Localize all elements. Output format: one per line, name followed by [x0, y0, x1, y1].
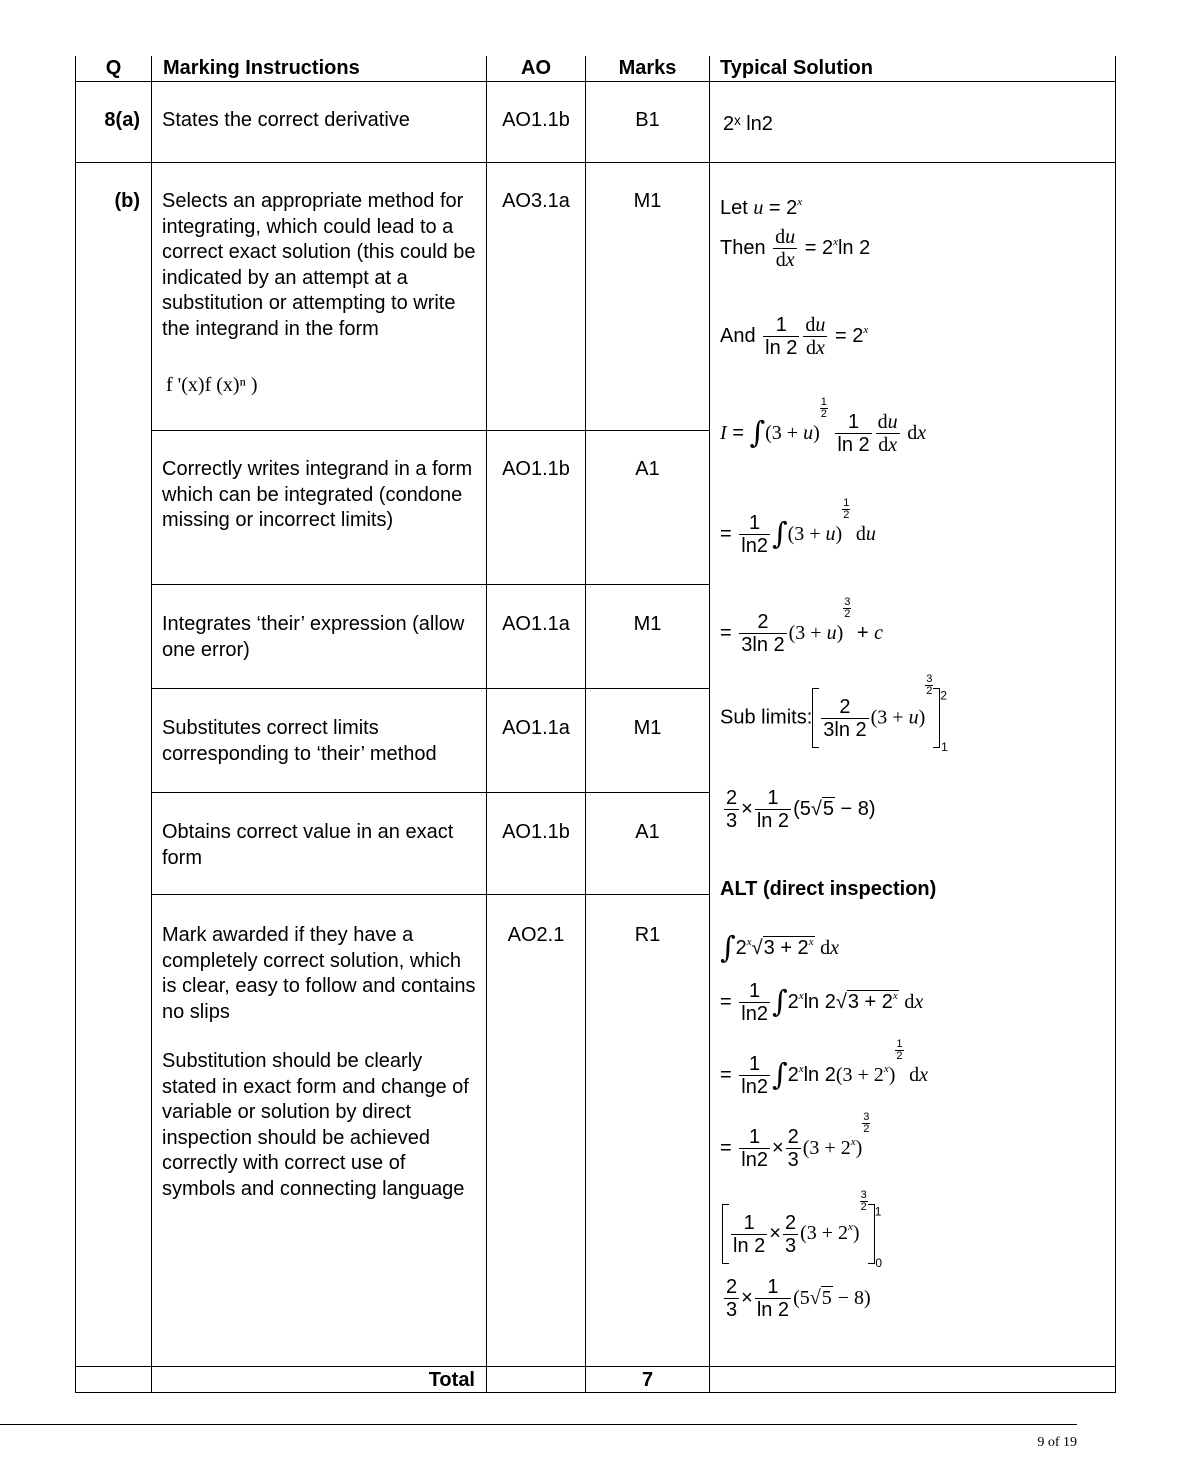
solution-integral-u: = $\frac{1}{\ln 2}$ ∫(3 + u) $\frac{1}{2}$ du: [720, 497, 876, 557]
header-q: Q: [105, 57, 122, 79]
solution-derivative: 2ˣ ln2: [723, 113, 773, 135]
marking-instruction: Mark awarded if they have a completely correct solution, which is clear, easy to follow and contains no slips: [162, 924, 476, 1023]
marking-instruction: Selects an appropriate method for integrating, which could lead to a correct exact solution (this could be indicated by an attempt at a substitution or attempting to write the integrand in the form: [162, 190, 476, 340]
table-rule-b1: [151, 430, 709, 431]
assessment-objective: AO1.1a: [502, 613, 570, 635]
solution-then-line: Then $\frac{du}{dx}$ = $2^x\ln$ 2: [720, 226, 871, 271]
marking-instruction: Correctly writes integrand in a form which can be integrated (condone missing or incorrect limits): [162, 458, 473, 531]
table-col-divider: [709, 56, 710, 1393]
solution-let-line: Let $u = 2^x$: [720, 196, 803, 219]
header-ao: AO: [521, 57, 551, 79]
alt-line-5: $\frac{1}{\ln 2}$ × $\frac{2}{3}$ $(3 + 2^x)$ $\frac{3}{2}$ $^1_0$: [722, 1204, 882, 1270]
table-col-divider: [151, 56, 152, 1393]
alt-line-6: $\frac{2}{3}$ × $\frac{1}{\ln 2}$ (5√5 − 8): [726, 1276, 871, 1321]
assessment-objective: AO2.1: [507, 924, 565, 946]
table-rule-b2: [151, 584, 709, 585]
solution-and-label: And: [720, 324, 756, 347]
marking-instruction: States the correct derivative: [162, 109, 410, 131]
question-number: (b): [114, 190, 140, 212]
mark-code: M1: [633, 717, 662, 739]
solution-value: $\frac{2}{3}$ × $\frac{1}{\ln 2}$ (5√5 − 8): [726, 787, 876, 832]
marking-instruction-extra: Substitution should be clearly stated in exact form and change of variable or solution by direct inspection should be achieved correctly with correct use of symbols and connecting language: [162, 1050, 469, 1200]
header-marks: Marks: [618, 57, 677, 79]
solution-integral-i: I = ∫(3 + u) $\frac{1}{2}$ $\frac{1}{\ln 2}$ $\frac{du}{dx}$ dx: [720, 396, 927, 456]
solution-sub-limits-label: Sub limits:: [720, 706, 813, 729]
assessment-objective: AO1.1a: [502, 717, 570, 739]
table-rule-total-top: [75, 1366, 1116, 1367]
alt-heading: ALT (direct inspection): [720, 878, 937, 900]
solution-and-line: And $\frac{1}{\ln 2}$ $\frac{du}{dx}$ = $2^x$: [720, 314, 869, 359]
assessment-objective: AO1.1b: [502, 109, 570, 131]
header-solution: Typical Solution: [720, 57, 873, 79]
form-expression: f '(x)f (x)ⁿ ): [166, 374, 258, 396]
solution-then-label: Then: [720, 236, 766, 259]
table-border-left: [75, 56, 76, 1393]
alt-line-3: = $\frac{1}{\ln 2}$ ∫2$^x$ln $2(3 + 2^x)$ $\frac{1}{2}$ dx: [720, 1038, 928, 1098]
solution-integrated: = $\frac{2}{3\ln 2}$ (3 + u) $\frac{3}{2}$ + c: [720, 596, 884, 656]
table-rule-b4: [151, 792, 709, 793]
table-rule-b3: [151, 688, 709, 689]
solution-sub-limits: Sub limits: $\frac{2}{3\ln 2}$ (3 + u) $\frac{3}{2}$ $^2_1$: [720, 673, 948, 755]
table-border-right: [1115, 56, 1116, 1393]
page-number: 9 of 19: [1037, 1435, 1077, 1450]
solution-let-label: Let: [720, 197, 748, 219]
mark-code: R1: [634, 924, 661, 946]
table-rule-b5: [151, 894, 709, 895]
total-marks: 7: [641, 1369, 654, 1391]
alt-line-4: = $\frac{1}{\ln 2}$ × $\frac{2}{3}$ $(3 + 2^x)$ $\frac{3}{2}$: [720, 1111, 870, 1171]
mark-code: B1: [635, 109, 660, 131]
assessment-objective: AO3.1a: [502, 190, 570, 212]
header-instructions: Marking Instructions: [163, 57, 360, 79]
question-number: 8(a): [104, 109, 140, 131]
marking-instruction: Substitutes correct limits corresponding to ‘their’ method: [162, 717, 437, 765]
alt-line-1: $\int 2^x√3 + 2^x$ dx: [720, 930, 840, 966]
mark-code: A1: [635, 458, 660, 480]
mark-code: A1: [635, 821, 660, 843]
mark-code: M1: [633, 613, 662, 635]
table-rule-8a: [75, 162, 1116, 163]
assessment-objective: AO1.1b: [502, 821, 570, 843]
marking-instruction: Obtains correct value in an exact form: [162, 821, 454, 869]
marking-instruction: Integrates ‘their’ expression (allow one error): [162, 613, 465, 661]
footer-rule: [0, 1424, 1077, 1425]
total-label: Total: [428, 1369, 475, 1391]
assessment-objective: AO1.1b: [502, 458, 570, 480]
mark-code: M1: [633, 190, 662, 212]
alt-line-2: = $\frac{1}{\ln 2}$ ∫2$^x$ln $2√3 + 2^x$ dx: [720, 980, 924, 1025]
